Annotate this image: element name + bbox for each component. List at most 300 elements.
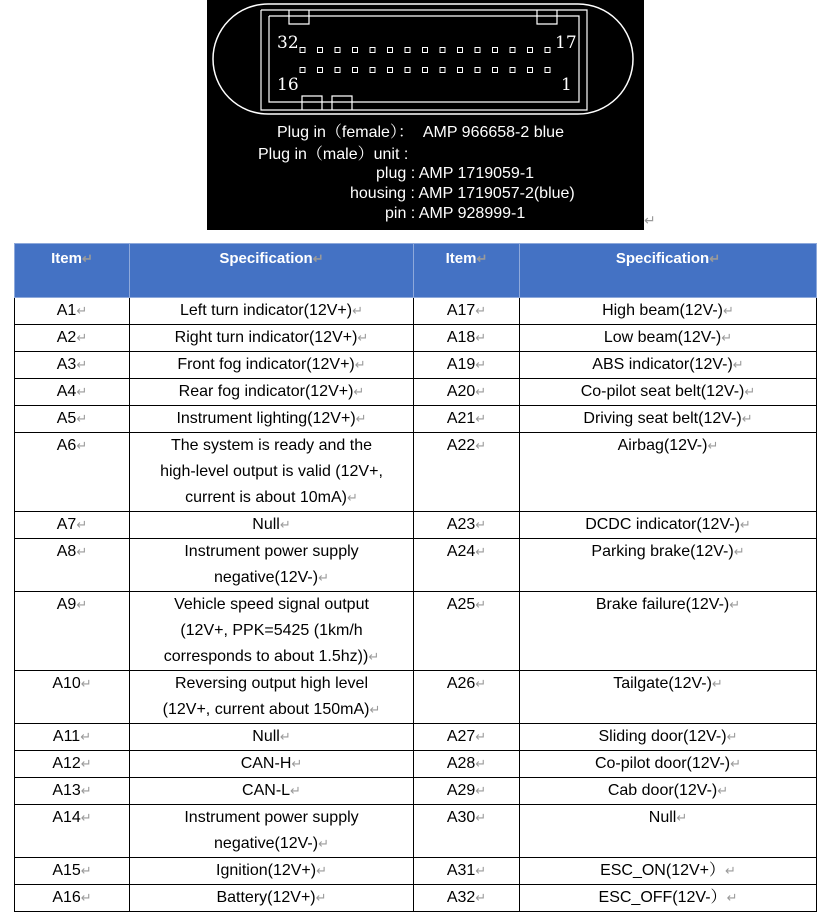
cell-text: Null — [252, 728, 280, 745]
header-specification-2: Specification↵ — [520, 244, 817, 298]
cell-text: The system is ready and the — [171, 437, 372, 454]
paragraph-mark: ↵ — [357, 330, 369, 345]
info-line-pin: pin : AMP 928999-1 — [385, 205, 526, 222]
cell-text-line — [522, 724, 814, 750]
cell-text: A12 — [52, 755, 81, 772]
table-row — [15, 325, 817, 352]
cell-text: A1 — [56, 302, 77, 319]
item-cell — [414, 751, 520, 778]
cell-text-line — [522, 325, 814, 351]
paragraph-mark: ↵ — [644, 212, 656, 228]
pin-hole — [318, 68, 323, 73]
paragraph-mark: ↵ — [717, 783, 729, 798]
paragraph-mark: ↵ — [475, 676, 487, 691]
specification-cell — [520, 406, 817, 433]
item-cell — [15, 724, 130, 751]
pin-specification-table — [14, 243, 817, 912]
pin-hole — [528, 48, 533, 53]
cell-text-line — [17, 885, 127, 911]
specification-cell — [130, 885, 414, 912]
cell-text: A13 — [52, 782, 81, 799]
cell-text-line — [132, 671, 411, 697]
pin-hole — [300, 68, 305, 73]
cell-text-line — [17, 433, 127, 459]
pin-hole — [458, 48, 463, 53]
specification-cell — [130, 671, 414, 724]
pin-hole — [458, 68, 463, 73]
cell-text: Sliding door(12V-) — [598, 728, 727, 745]
cell-text: A18 — [446, 329, 476, 346]
pin-hole — [335, 48, 340, 53]
cell-text: ABS indicator(12V-) — [592, 356, 733, 373]
cell-text: A4 — [56, 383, 77, 400]
item-cell — [15, 512, 130, 539]
item-cell — [414, 671, 520, 724]
item-cell — [414, 433, 520, 512]
paragraph-mark: ↵ — [80, 810, 92, 825]
pin-hole — [388, 48, 393, 53]
connector-diagram — [207, 0, 644, 230]
specification-cell — [130, 805, 414, 858]
specification-cell — [520, 778, 817, 805]
table-row — [15, 433, 817, 512]
paragraph-mark: ↵ — [475, 863, 487, 878]
cell-text-line — [132, 644, 411, 670]
paragraph-mark: ↵ — [76, 303, 88, 318]
item-cell — [15, 805, 130, 858]
paragraph-mark: ↵ — [741, 411, 753, 426]
info-line-housing: housing : AMP 1719057-2(blue) — [350, 185, 575, 202]
cell-text-line — [522, 298, 814, 324]
cell-text-line — [132, 592, 411, 618]
item-cell — [15, 539, 130, 592]
item-cell — [15, 433, 130, 512]
pin-hole — [318, 48, 323, 53]
cell-text: Right turn indicator(12V+) — [174, 329, 358, 346]
pin-hole — [300, 48, 305, 53]
cell-text: A27 — [446, 728, 476, 745]
specification-cell — [130, 724, 414, 751]
item-cell — [15, 352, 130, 379]
cell-text-line — [416, 592, 517, 618]
cell-text: A3 — [56, 356, 77, 373]
specification-cell — [520, 724, 817, 751]
cell-text-line — [416, 671, 517, 697]
table-row — [15, 406, 817, 433]
cell-text-line — [132, 618, 411, 644]
paragraph-mark: ↵ — [676, 810, 688, 825]
pin-hole — [493, 68, 498, 73]
cell-text-line — [416, 858, 517, 884]
paragraph-mark: ↵ — [318, 836, 329, 851]
paragraph-mark: ↵ — [723, 303, 734, 318]
pin-hole — [388, 68, 393, 73]
item-cell — [414, 724, 520, 751]
specification-cell — [520, 858, 817, 885]
cell-text-line — [522, 778, 814, 804]
cell-text: A8 — [56, 543, 77, 560]
specification-cell — [130, 433, 414, 512]
paragraph-mark: ↵ — [80, 890, 92, 905]
paragraph-mark: ↵ — [318, 570, 329, 585]
pin-label-1: 1 — [561, 75, 572, 95]
cell-text: Instrument lighting(12V+) — [176, 410, 356, 427]
cell-text-line — [17, 751, 127, 777]
cell-text-line — [522, 671, 814, 697]
pin-hole — [475, 48, 480, 53]
pin-hole — [370, 48, 375, 53]
paragraph-mark: ↵ — [475, 729, 487, 744]
cell-text: Low beam(12V-) — [603, 329, 722, 346]
specification-cell — [520, 751, 817, 778]
paragraph-mark: ↵ — [291, 756, 303, 771]
cell-text-line — [132, 831, 411, 857]
paragraph-mark: ↵ — [726, 890, 738, 905]
table-row — [15, 885, 817, 912]
cell-text-line — [132, 325, 411, 351]
cell-text: A15 — [52, 862, 81, 879]
cell-text-line — [17, 352, 127, 378]
info-line-male-unit: Plug in（male）unit : — [258, 146, 409, 163]
paragraph-mark: ↵ — [475, 756, 487, 771]
cell-text-line — [132, 539, 411, 565]
item-cell — [15, 379, 130, 406]
item-cell — [414, 379, 520, 406]
paragraph-mark: ↵ — [76, 411, 88, 426]
paragraph-mark: ↵ — [76, 357, 88, 372]
item-cell — [15, 778, 130, 805]
table-row — [15, 778, 817, 805]
table-row — [15, 539, 817, 592]
cell-text: high-level output is valid (12V+, — [160, 463, 383, 480]
cell-text-line — [522, 433, 814, 459]
paragraph-mark: ↵ — [475, 411, 487, 426]
cell-text: High beam(12V-) — [602, 302, 724, 319]
specification-cell — [520, 885, 817, 912]
paragraph-mark: ↵ — [730, 756, 742, 771]
cell-text: A6 — [56, 437, 77, 454]
cell-text: Cab door(12V-) — [607, 782, 718, 799]
cell-text: current is about 10mA) — [185, 489, 347, 506]
cell-text-line — [132, 885, 411, 911]
table-row — [15, 671, 817, 724]
pin-label-32: 32 — [277, 33, 299, 53]
item-cell — [15, 298, 130, 325]
cell-text-line — [132, 433, 411, 459]
paragraph-mark: ↵ — [475, 517, 487, 532]
paragraph-mark: ↵ — [475, 384, 487, 399]
specification-cell — [130, 592, 414, 671]
cell-text: (12V+, PPK=5425 (1km/h — [180, 622, 363, 639]
cell-text: Brake failure(12V-) — [595, 596, 730, 613]
cell-text-line — [416, 805, 517, 831]
cell-text: corresponds to about 1.5hz)) — [163, 648, 369, 665]
header-item-1: Item↵ — [15, 244, 130, 298]
table-row — [15, 298, 817, 325]
item-cell — [15, 858, 130, 885]
cell-text-line — [17, 325, 127, 351]
paragraph-mark: ↵ — [475, 303, 487, 318]
cell-text-line — [416, 352, 517, 378]
cell-text-line — [522, 406, 814, 432]
table-row — [15, 724, 817, 751]
paragraph-mark: ↵ — [80, 729, 92, 744]
specification-cell — [130, 406, 414, 433]
table-row — [15, 352, 817, 379]
pin-hole — [440, 68, 445, 73]
specification-cell — [130, 352, 414, 379]
table-row — [15, 512, 817, 539]
paragraph-mark: ↵ — [352, 303, 363, 318]
paragraph-mark: ↵ — [725, 863, 736, 878]
pin-hole — [405, 48, 410, 53]
paragraph-mark: ↵ — [475, 783, 487, 798]
header-item-2: Item↵ — [414, 244, 520, 298]
cell-text: A29 — [446, 782, 476, 799]
paragraph-mark: ↵ — [316, 863, 327, 878]
paragraph-mark: ↵ — [76, 330, 88, 345]
paragraph-mark: ↵ — [315, 890, 327, 905]
cell-text-line — [522, 379, 814, 405]
item-cell — [414, 885, 520, 912]
cell-text-line — [522, 885, 814, 911]
cell-text-line — [17, 671, 127, 697]
paragraph-mark: ↵ — [80, 863, 92, 878]
cell-text-line — [132, 751, 411, 777]
cell-text: Tailgate(12V-) — [613, 675, 712, 692]
cell-text: Front fog indicator(12V+) — [177, 356, 355, 373]
specification-cell — [520, 352, 817, 379]
cell-text: negative(12V-) — [214, 569, 319, 586]
paragraph-mark: ↵ — [475, 597, 487, 612]
item-cell — [414, 592, 520, 671]
cell-text-line — [17, 539, 127, 565]
cell-text: A9 — [56, 596, 77, 613]
pin-hole — [335, 68, 340, 73]
paragraph-mark: ↵ — [76, 544, 88, 559]
pin-hole — [370, 68, 375, 73]
cell-text: CAN-L — [242, 782, 291, 799]
pin-hole — [545, 68, 550, 73]
pin-hole — [440, 48, 445, 53]
pin-label-17: 17 — [555, 33, 577, 53]
cell-text: A7 — [56, 516, 77, 533]
pin-hole — [423, 68, 428, 73]
specification-cell — [520, 379, 817, 406]
pin-hole — [493, 48, 498, 53]
cell-text: A14 — [52, 809, 81, 826]
cell-text-line — [17, 406, 127, 432]
item-cell — [414, 512, 520, 539]
paragraph-mark: ↵ — [475, 330, 487, 345]
cell-text-line — [17, 379, 127, 405]
cell-text: A30 — [446, 809, 476, 826]
cell-text: A25 — [446, 596, 476, 613]
paragraph-mark: ↵ — [744, 384, 756, 399]
cell-text: A10 — [52, 675, 81, 692]
cell-text: Null — [648, 809, 677, 826]
item-cell — [414, 406, 520, 433]
cell-text: Left turn indicator(12V+) — [180, 302, 353, 319]
cell-text-line — [522, 858, 814, 884]
pin-hole — [528, 68, 533, 73]
cell-text-line — [17, 592, 127, 618]
cell-text: A20 — [446, 383, 476, 400]
paragraph-mark: ↵ — [721, 330, 733, 345]
specification-cell — [130, 325, 414, 352]
cell-text: A21 — [446, 410, 476, 427]
item-cell — [15, 325, 130, 352]
cell-text: A32 — [446, 889, 476, 906]
paragraph-mark: ↵ — [80, 676, 92, 691]
paragraph-mark: ↵ — [354, 357, 366, 372]
cell-text-line — [132, 565, 411, 591]
item-cell — [15, 885, 130, 912]
item-cell — [15, 406, 130, 433]
cell-text: Rear fog indicator(12V+) — [178, 383, 354, 400]
table-row — [15, 379, 817, 406]
pin-hole — [475, 68, 480, 73]
cell-text: A23 — [446, 516, 476, 533]
cell-text-line — [416, 406, 517, 432]
specification-cell — [520, 433, 817, 512]
cell-text-line — [17, 298, 127, 324]
pin-hole — [545, 48, 550, 53]
cell-text: A28 — [446, 755, 476, 772]
cell-text: Driving seat belt(12V-) — [583, 410, 742, 427]
cell-text-line — [416, 751, 517, 777]
cell-text-line — [17, 858, 127, 884]
pin-hole — [353, 68, 358, 73]
specification-cell — [520, 325, 817, 352]
cell-text-line — [416, 325, 517, 351]
cell-text-line — [132, 724, 411, 750]
paragraph-mark: ↵ — [475, 544, 487, 559]
cell-text-line — [17, 724, 127, 750]
paragraph-mark: ↵ — [368, 649, 380, 664]
pin-hole — [423, 48, 428, 53]
cell-text: A5 — [56, 410, 77, 427]
cell-text: A31 — [446, 862, 476, 879]
cell-text-line — [522, 592, 814, 618]
table-row — [15, 751, 817, 778]
paragraph-mark: ↵ — [707, 438, 719, 453]
table-row — [15, 805, 817, 858]
cell-text: (12V+, current about 150mA) — [162, 701, 370, 718]
cell-text-line — [17, 805, 127, 831]
specification-cell — [520, 805, 817, 858]
cell-text-line — [416, 539, 517, 565]
paragraph-mark: ↵ — [732, 357, 744, 372]
pin-hole — [510, 68, 515, 73]
paragraph-mark: ↵ — [733, 544, 745, 559]
info-line-plug: plug : AMP 1719059-1 — [376, 165, 535, 182]
paragraph-mark: ↵ — [76, 384, 88, 399]
paragraph-mark: ↵ — [76, 438, 88, 453]
cell-text-line — [132, 485, 411, 511]
pin-hole — [510, 48, 515, 53]
cell-text: A19 — [446, 356, 476, 373]
paragraph-mark: ↵ — [726, 729, 738, 744]
cell-text-line — [416, 778, 517, 804]
cell-text-line — [132, 379, 411, 405]
cell-text-line — [416, 379, 517, 405]
cell-text: Null — [252, 516, 280, 533]
cell-text-line — [522, 352, 814, 378]
cell-text-line — [416, 298, 517, 324]
cell-text: A16 — [52, 889, 81, 906]
specification-cell — [520, 592, 817, 671]
cell-text: Co-pilot seat belt(12V-) — [580, 383, 745, 400]
paragraph-mark: ↵ — [729, 597, 741, 612]
cell-text: DCDC indicator(12V-) — [585, 516, 740, 533]
cell-text-line — [132, 697, 411, 723]
item-cell — [414, 298, 520, 325]
paragraph-mark: ↵ — [475, 438, 487, 453]
cell-text: Ignition(12V+) — [216, 862, 317, 879]
cell-text-line — [132, 778, 411, 804]
specification-cell — [130, 539, 414, 592]
paragraph-mark: ↵ — [80, 756, 92, 771]
paragraph-mark: ↵ — [739, 517, 751, 532]
table-row — [15, 592, 817, 671]
cell-text: Vehicle speed signal output — [174, 596, 369, 613]
paragraph-mark: ↵ — [290, 783, 301, 798]
pin-hole — [405, 68, 410, 73]
cell-text-line — [522, 512, 814, 538]
cell-text: CAN-H — [240, 755, 292, 772]
cell-text-line — [416, 885, 517, 911]
item-cell — [414, 539, 520, 592]
cell-text: A26 — [446, 675, 476, 692]
cell-text: A22 — [446, 437, 476, 454]
paragraph-mark: ↵ — [475, 357, 487, 372]
table-row — [15, 858, 817, 885]
item-cell — [15, 592, 130, 671]
paragraph-mark: ↵ — [475, 810, 487, 825]
paragraph-mark: ↵ — [346, 490, 358, 505]
specification-cell — [520, 539, 817, 592]
info-line-female: Plug in（female）： AMP 966658-2 blue — [277, 124, 564, 141]
cell-text: A17 — [446, 302, 476, 319]
cell-text-line — [132, 406, 411, 432]
paragraph-mark: ↵ — [475, 890, 487, 905]
cell-text-line — [132, 298, 411, 324]
cell-text: Instrument power supply — [184, 809, 359, 826]
cell-text-line — [132, 805, 411, 831]
paragraph-mark: ↵ — [76, 597, 88, 612]
cell-text: A2 — [56, 329, 77, 346]
item-cell — [15, 671, 130, 724]
cell-text-line — [17, 778, 127, 804]
cell-text: negative(12V-) — [214, 835, 319, 852]
item-cell — [15, 751, 130, 778]
cell-text: A24 — [446, 543, 476, 560]
specification-cell — [130, 379, 414, 406]
paragraph-mark: ↵ — [76, 517, 88, 532]
cell-text-line — [522, 805, 814, 831]
item-cell — [414, 858, 520, 885]
paragraph-mark: ↵ — [355, 411, 367, 426]
cell-text-line — [132, 512, 411, 538]
pin-label-16: 16 — [277, 75, 299, 95]
cell-text: Co-pilot door(12V-) — [594, 755, 731, 772]
cell-text: ESC_OFF(12V-） — [598, 889, 727, 906]
cell-text-line — [416, 724, 517, 750]
specification-cell — [130, 778, 414, 805]
cell-text-line — [132, 459, 411, 485]
cell-text-line — [17, 512, 127, 538]
